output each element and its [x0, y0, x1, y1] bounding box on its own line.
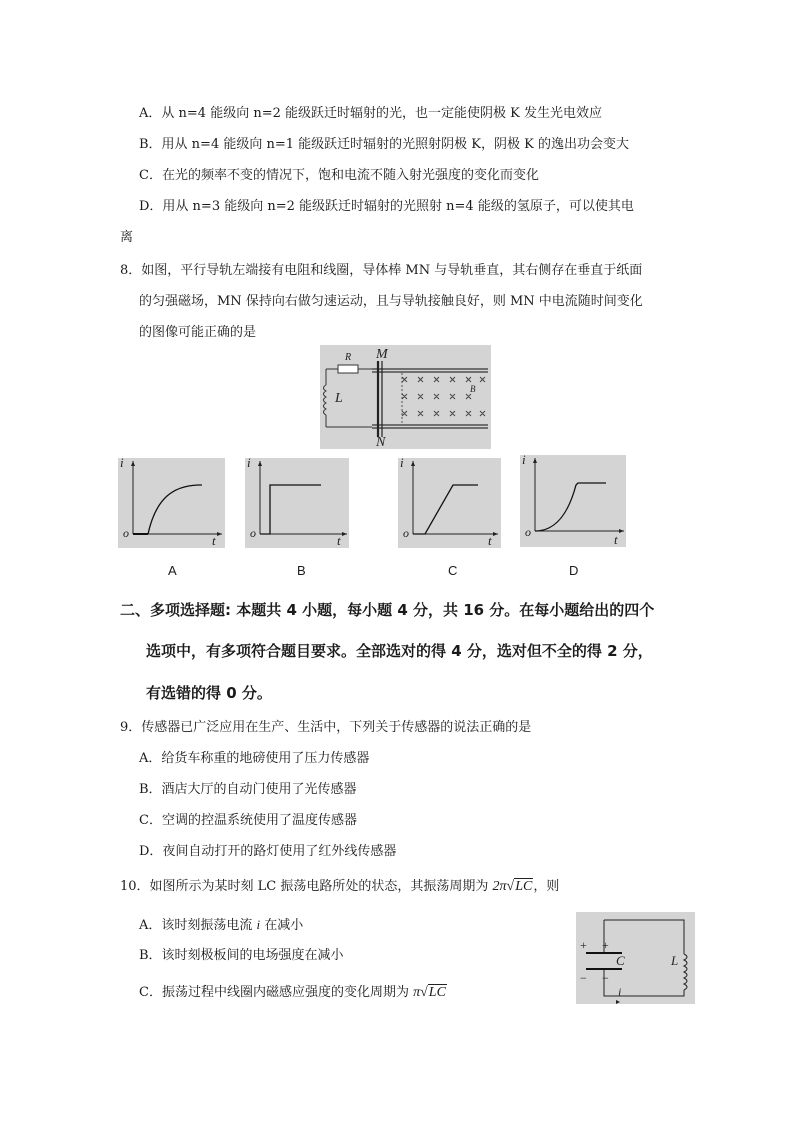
axis-label-o: o [525, 525, 531, 539]
axis-label-o: o [403, 526, 409, 540]
current-arrow-icon [616, 1000, 620, 1004]
q10-stem [120, 879, 559, 895]
axis-label-i: i [247, 458, 251, 470]
q7-option-d-continued: 离 [120, 230, 134, 245]
graph-caption-c: C [448, 563, 458, 578]
axis-label-i: i [522, 455, 526, 467]
q10-lc-circuit-figure [576, 912, 695, 1004]
graph-caption-b: B [297, 563, 306, 578]
label-i: i [618, 985, 622, 999]
axis-label-i: i [400, 458, 404, 470]
section-2-heading-line2: 选项中，有多项符合题目要求。全部选对的得 4 分，选对但不全的得 2 分， [146, 642, 653, 660]
axis-label-t: t [488, 533, 492, 548]
q8-stem-line3: 的图像可能正确的是 [139, 325, 257, 340]
q10-stem-end: ，则 [533, 879, 560, 894]
label-l: L [335, 391, 343, 406]
current-symbol: i [256, 917, 261, 932]
q10-option-b: B．该时刻极板间的电场强度在减小 [139, 948, 344, 963]
q9-option-b: B．酒店大厅的自动门使用了光传感器 [139, 782, 357, 797]
plus-sign: + [602, 938, 609, 952]
formula-coefficient: π [413, 985, 421, 1000]
q8-circuit-figure [320, 345, 491, 449]
axis-label-t: t [212, 533, 216, 548]
period-formula: 2π√LC [492, 879, 533, 894]
label-m: M [376, 347, 388, 362]
label-l: L [671, 953, 679, 968]
q7-option-a: A．从 n=4 能级向 n=2 能级跃迁时辐射的光，也一定能使阴极 K 发生光电效应 [139, 106, 602, 121]
q9-stem: 9．传感器已广泛应用在生产、生活中，下列关于传感器的说法正确的是 [120, 720, 532, 735]
axis-label-i: i [120, 458, 124, 470]
q10-stem-text: 10．如图所示为某时刻 LC 振荡电路所处的状态，其振荡周期为 [120, 879, 493, 894]
q7-option-d: D．用从 n=3 能级向 n=2 能级跃迁时辐射的光照射 n=4 能级的氢原子，可以使其电 [139, 199, 634, 214]
label-b: B [470, 384, 476, 394]
resistor-r [338, 365, 358, 373]
q9-option-c: C．空调的控温系统使用了温度传感器 [139, 813, 357, 828]
q10-option-a-end: 在减小 [260, 918, 304, 933]
inductor-coil-l [684, 954, 687, 990]
q10-option-a-text: A．该时刻振荡电流 [139, 918, 257, 933]
q8-stem-line2: 的匀强磁场，MN 保持向右做匀速运动，且与导轨接触良好，则 MN 中电流随时间变化 [139, 294, 643, 309]
period-formula: π√LC [413, 985, 446, 1000]
graph-caption-d: D [569, 563, 579, 578]
plus-sign: + [580, 938, 587, 952]
label-n: N [376, 435, 386, 449]
q8-graph-d [520, 455, 626, 547]
q9-option-d: D．夜间自动打开的路灯使用了红外线传感器 [139, 844, 397, 859]
q7-option-c: C．在光的频率不变的情况下，饱和电流不随入射光强度的变化而变化 [139, 168, 539, 183]
minus-sign: − [602, 971, 609, 985]
formula-radicand: LC [515, 879, 533, 894]
label-c: C [616, 953, 625, 968]
axis-label-o: o [123, 526, 129, 540]
q7-option-b: B．用从 n=4 能级向 n=1 能级跃迁时辐射的光照射阴极 K，阴极 K 的逸出功会变大 [139, 137, 629, 152]
formula-radicand: LC [428, 985, 446, 1000]
minus-sign: − [580, 971, 587, 985]
q8-graph-a [118, 458, 225, 548]
q10-option-c-text: C．振荡过程中线圈内磁感应强度的变化周期为 [139, 985, 414, 1000]
section-2-heading-line3: 有选错的得 0 分。 [146, 684, 272, 702]
label-r: R [345, 352, 352, 363]
section-2-heading-line1: 二、多项选择题: 本题共 4 小题，每小题 4 分，共 16 分。在每小题给出的四个 [120, 601, 655, 619]
q8-stem-line1: 8．如图，平行导轨左端接有电阻和线圈，导体棒 MN 与导轨垂直，其右侧存在垂直于纸面 [120, 263, 643, 278]
axis-label-t: t [614, 532, 618, 547]
axis-label-t: t [337, 533, 341, 548]
inductor-coil-l [324, 385, 327, 415]
q8-graph-c [398, 458, 501, 548]
formula-coefficient: 2π [492, 879, 507, 894]
q10-option-a [139, 917, 303, 934]
magnetic-field-region [402, 377, 485, 416]
q9-option-a: A．给货车称重的地磅使用了压力传感器 [139, 751, 370, 766]
q8-graph-b [245, 458, 349, 548]
q10-option-c [139, 985, 447, 1001]
axis-label-o: o [250, 526, 256, 540]
graph-caption-a: A [168, 563, 177, 578]
